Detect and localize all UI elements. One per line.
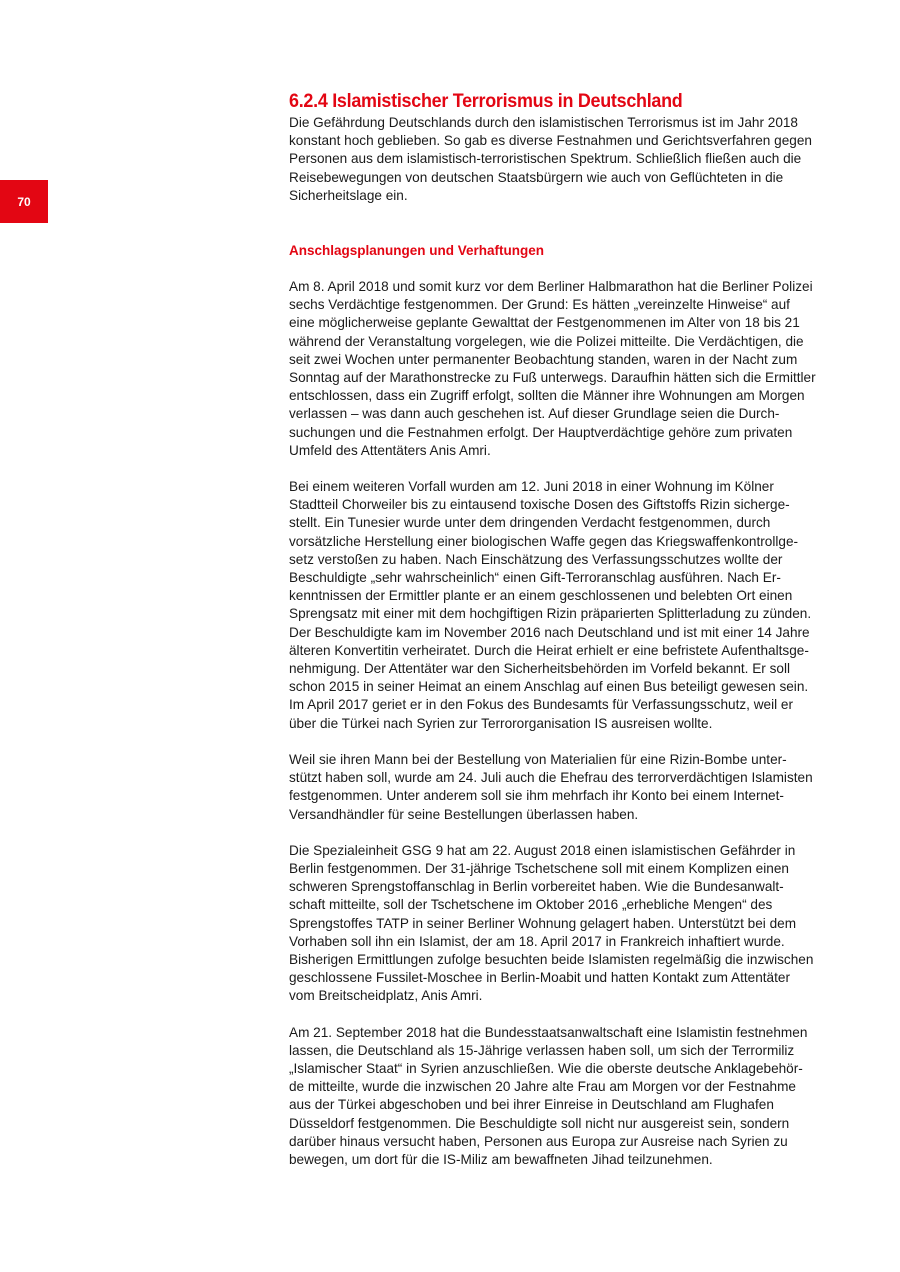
page-number-badge — [0, 180, 48, 223]
section-title: 6.2.4 Islamistischer Terrorismus in Deutschland — [289, 90, 683, 112]
document-body — [289, 88, 837, 1169]
paragraph-berlin-halbmarathon: Am 8. April 2018 und somit kurz vor dem Berliner Halbmarathon hat die Berliner Polizei sechs Verdächtige festgenommen. Der Grund: Es hätten „vereinzelte Hinweise“ auf eine möglicherweise geplante Gewalttat der Festgenommenen im Alter von 18 bis 21 während der Veranstaltung vorgelegen, wie die Polizei mitteilte. Die Verdächtigen, die seit zwei Wochen unter permanenter Beobachtung standen, waren in der Nacht zum Sonntag auf der Marathonstrecke zu Fuß unterwegs. Daraufhin hätten sich die Ermittler entschlossen, dass ein Zugriff erfolgt, sollten die Männer ihre Wohnungen am Morgen verlassen – was dann auch geschehen ist. Auf dieser Grundlage seien die Durch- suchungen und die Festnahmen erfolgt. Der Hauptverdächtige gehöre zum privaten Umfeld des Attentäters Anis Amri. — [289, 279, 816, 458]
paragraph-islamistin: Am 21. September 2018 hat die Bundesstaatsanwaltschaft eine Islamistin festnehmen lassen, die Deutschland als 15-Jährige verlassen haben soll, um sich der Terrormiliz „Islamischer Staat“ in Syrien anzuschließen. Wie die oberste deutsche Anklagebehör- de mitteilte, wurde die inzwischen 20 Jahre alte Frau am Morgen vor der Festnahme aus der Türkei abgeschoben und bei ihrer Einreise in Deutschland am Flughafen Düsseldorf festgenommen. Die Beschuldigte soll nicht nur ausgereist sein, sondern darüber hinaus versucht haben, Personen aus Europa zur Ausreise nach Syrien zu bewegen, um dort für die IS-Miliz am bewaffneten Jihad teilzunehmen. — [289, 1024, 808, 1167]
page-number: 70 — [17, 194, 31, 209]
intro-paragraph: Die Gefährdung Deutschlands durch den islamistischen Terrorismus ist im Jahr 2018 konstant hoch geblieben. So gab es diverse Festnahmen und Gerichtsverfahren gegen Personen aus dem islamistisch-terroristischen Spektrum. Schließlich fließen auch die Reisebewegungen von deutschen Staatsbürgern wie auch von Geflüchteten in die Sicherheitslage ein. — [289, 115, 812, 203]
paragraph-list — [289, 278, 837, 1169]
subsection-heading: Anschlagsplanungen und Verhaftungen — [289, 243, 545, 259]
paragraph-rizin-koeln: Bei einem weiteren Vorfall wurden am 12. Juni 2018 in einer Wohnung im Kölner Stadtteil Chorweiler bis zu eintausend toxische Dosen des Giftstoffs Rizin sicherge- stellt. Ein Tunesier wurde unter dem dringenden Verdacht festgenommen, durch vorsätzliche Herstellung einer biologischen Waffe gegen das Kriegswaffenkontrollge- setz verstoßen zu haben. Nach Einschätzung des Verfassungsschutzes wollte der Beschuldigte „sehr wahrscheinlich“ einen Gift-Terroranschlag ausführen. Nach Er- kenntnissen der Ermittler plante er an einem geschlossenen und belebten Ort einen Sprengsatz mit einer mit dem hochgiftigen Rizin präparierten Splitterladung zu zünden. Der Beschuldigte kam im November 2016 nach Deutschland und ist mit einer 14 Jahre älteren Konvertitin verheiratet. Durch die Heirat erhielt er eine befristete Aufenthaltsge- nehmigung. Der Attentäter war den Sicherheitsbehörden im Vorfeld bekannt. Er soll schon 2015 in seiner Heimat an einem Anschlag auf einen Bus beteiligt gewesen sein. Im April 2017 geriet er in den Fokus des Bundesamts für Verfassungsschutz, weil er über die Türkei nach Syrien zur Terrororganisation IS ausreisen wollte. — [289, 479, 812, 731]
paragraph-ehefrau: Weil sie ihren Mann bei der Bestellung von Materialien für eine Rizin-Bombe unter- stützt haben soll, wurde am 24. Juli auch die Ehefrau des terrorverdächtigen Islamisten festgenommen. Unter anderem soll sie ihm mehrfach ihr Konto bei einem Internet- Versandhändler für seine Bestellungen überlassen haben. — [289, 751, 813, 822]
paragraph-gsg9: Die Spezialeinheit GSG 9 hat am 22. August 2018 einen islamistischen Gefährder in Berlin festgenommen. Der 31-jährige Tschetschene soll mit einem Komplizen einen schweren Sprengstoffanschlag in Berlin vorbereitet haben. Wie die Bundesanwalt- schaft mitteilte, soll der Tschetschene im Oktober 2016 „erhebliche Mengen“ des Sprengstoffes TATP in seiner Berliner Wohnung gelagert haben. Unterstützt bei dem Vorhaben soll ihn ein Islamist, der am 18. April 2017 in Frankreich inhaftiert wurde. Bisherigen Ermittlungen zufolge besuchten beide Islamisten regelmäßig die inzwischen geschlossene Fussilet-Moschee in Berlin-Moabit und hatten Kontakt zum Attentäter vom Breitscheidplatz, Anis Amri. — [289, 842, 814, 1004]
